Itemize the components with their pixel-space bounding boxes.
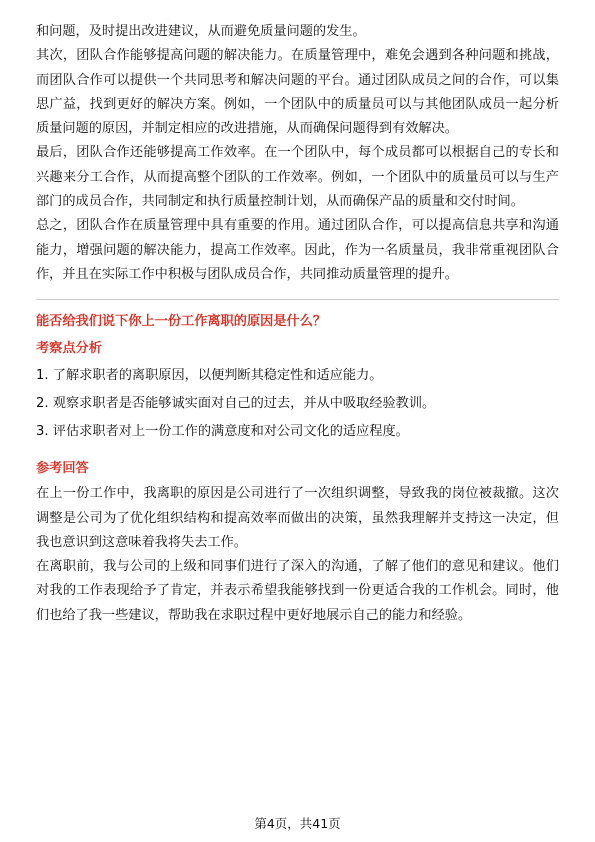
interview-question: 能否给我们说下你上一份工作离职的原因是什么？ [36, 314, 327, 330]
analysis-item-2: 2. 观察求职者是否能够诚实面对自己的过去，并从中吸取经验教训。 [36, 396, 436, 412]
document-page [36, 20, 559, 628]
spacer [36, 448, 559, 456]
analysis-heading: 考察点分析 [36, 341, 102, 357]
intro-paragraph-1: 和问题，及时提出改进建议，从而避免质量问题的发生。 [36, 24, 366, 39]
analysis-item-1: 1. 了解求职者的离职原因，以便判断其稳定性和适应能力。 [36, 368, 383, 384]
intro-paragraph-2: 其次，团队合作能够提高问题的解决能力。在质量管理中，难免会遇到各种问题和挑战，而团队合作可以提供一个共同思考和解决问题的平台。通过团队成员之间的合作，可以集思广益，找到更好的解决方案。例如，一个团队中的质量员可以与其他团队成员一起分析质量问题的原因，并制定相应的改进措施，从而确保问题得到有效解决。 [36, 48, 559, 137]
answer-paragraph-1: 在上一份工作中，我离职的原因是公司进行了一次组织调整，导致我的岗位被裁撤。这次调整是公司为了优化组织结构和提高效率而做出的决策，虽然我理解并支持这一决定，但我也意识到这意味着我将失去工作。 [36, 486, 559, 550]
intro-paragraph-3: 最后，团队合作还能够提高工作效率。在一个团队中，每个成员都可以根据自己的专长和兴趣来分工合作，从而提高整个团队的工作效率。例如，一个团队中的质量员可以与生产部门的成员合作，共同制定和执行质量控制计划，从而确保产品的质量和交付时间。 [36, 145, 559, 210]
page-footer: 第4页，共41页 [254, 816, 341, 831]
answer-paragraph-2: 在离职前，我与公司的上级和同事们进行了深入的沟通，了解了他们的意见和建议。他们对我的工作表现给予了肯定，并表示希望我能够找到一份更适合我的工作机会。同时，他们也给了我一些建议，帮助我在求职过程中更好地展示自己的能力和经验。 [36, 559, 559, 623]
answer-heading: 参考回答 [36, 461, 89, 477]
section-divider [36, 299, 559, 300]
analysis-item-3: 3. 评估求职者对上一份工作的满意度和对公司文化的适应程度。 [36, 424, 409, 440]
intro-paragraph-4: 总之，团队合作在质量管理中具有重要的作用。通过团队合作，可以提高信息共享和沟通能力，增强问题的解决能力，提高工作效率。因此，作为一名质量员，我非常重视团队合作，并且在实际工作中积极与团队成员合作，共同推动质量管理的提升。 [36, 218, 559, 282]
